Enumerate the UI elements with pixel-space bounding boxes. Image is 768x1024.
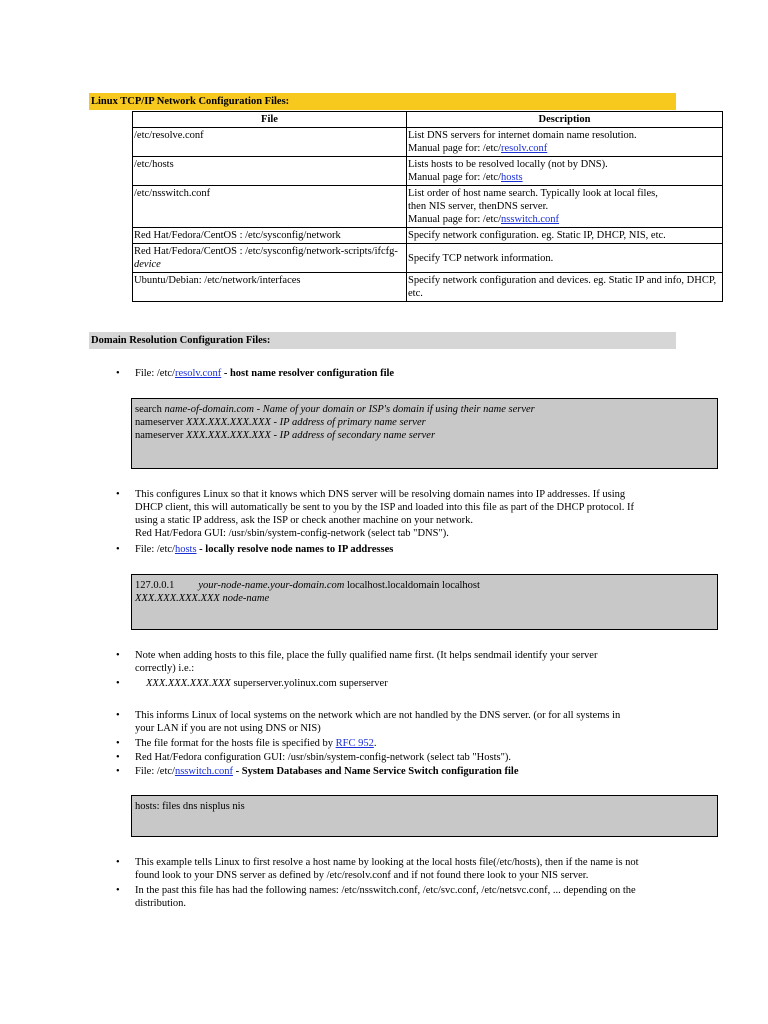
bullet-text: . xyxy=(373,738,377,749)
description-text: List order of host name search. Typically look at local files, xyxy=(408,188,658,199)
column-header-file: File xyxy=(133,112,407,128)
code-keyword: nameserver xyxy=(135,417,187,428)
bullet-text: File: /etc/ xyxy=(135,766,175,777)
file-cell xyxy=(133,244,407,273)
paragraph-line: This example tells Linux to first resolve a host name by looking at the local hosts file(/etc/hosts), then if the name is not xyxy=(135,857,639,868)
nsswitch-code-box xyxy=(131,795,718,837)
paragraph-line: distribution. xyxy=(135,898,187,909)
table-row xyxy=(133,157,723,186)
file-cell: Red Hat/Fedora/CentOS : /etc/sysconfig/network xyxy=(133,228,407,244)
table-row xyxy=(133,186,723,228)
bullet-text: File: /etc/ xyxy=(135,368,175,379)
description-cell: Specify network configuration and devices. eg. Static IP and info, DHCP, etc. xyxy=(407,273,723,302)
table-header-row xyxy=(133,112,723,128)
bullet-icon: • xyxy=(116,650,120,661)
bullet-rfc xyxy=(135,737,680,750)
paragraph-line: In the past this file has had the following names: /etc/nsswitch.conf, /etc/svc.conf, /etc/netsvc.conf, ... depending on the xyxy=(135,885,636,896)
nsswitch-conf-link[interactable]: nsswitch.conf xyxy=(174,766,233,777)
paragraph-line: found look to your DNS server as defined by /etc/resolv.conf and if not found there look to your NIS server. xyxy=(135,870,589,881)
bullet-icon: • xyxy=(116,544,120,555)
bullet-bold-text: - locally resolve node names to IP addresses xyxy=(196,544,394,555)
manual-page-label: Manual page for: /etc/ xyxy=(408,143,502,154)
code-ip: 127.0.0.1 xyxy=(135,580,175,591)
file-cell: Ubuntu/Debian: /etc/network/interfaces xyxy=(133,273,407,302)
code-text: localhost.localdomain localhost xyxy=(344,580,480,591)
file-cell: /etc/nsswitch.conf xyxy=(133,186,407,228)
bullet-icon: • xyxy=(116,368,120,379)
resolv-conf-link[interactable]: resolv.conf xyxy=(174,368,222,379)
manual-link-hosts[interactable]: hosts xyxy=(501,172,523,183)
bullet-bold-text: - host name resolver configuration file xyxy=(221,368,395,379)
bullet-icon: • xyxy=(116,489,120,500)
bullet-hosts xyxy=(135,543,680,556)
description-text: Lists hosts to be resolved locally (not by DNS). xyxy=(408,159,608,170)
paragraph-line: correctly) i.e.: xyxy=(135,663,195,674)
bullet-example xyxy=(146,677,691,690)
file-cell: /etc/hosts xyxy=(133,157,407,186)
bullet-note xyxy=(135,649,680,675)
code-italic: XXX.XXX.XXX.XXX - IP address of secondary name server xyxy=(186,430,436,441)
column-header-description: Description xyxy=(407,112,723,128)
paragraph-line: This informs Linux of local systems on the network which are not handled by the DNS server. (or for all systems in xyxy=(135,710,621,721)
bullet-icon: • xyxy=(116,766,120,777)
example-text: superserver.yolinux.com superserver xyxy=(230,678,388,689)
description-cell: Specify TCP network information. xyxy=(407,244,723,273)
bullet-icon: • xyxy=(116,885,120,896)
bullet-gui: Red Hat/Fedora configuration GUI: /usr/sbin/system-config-network (select tab "Hosts"). xyxy=(135,752,511,763)
section-title-domain-resolution: Domain Resolution Configuration Files: xyxy=(89,332,676,349)
table-row xyxy=(133,128,723,157)
code-italic: name-of-domain.com - Name of your domain or ISP's domain if using their name server xyxy=(164,404,535,415)
description-cell xyxy=(407,186,723,228)
bullet-icon: • xyxy=(116,678,120,689)
description-cell: Specify network configuration. eg. Static IP, DHCP, NIS, etc. xyxy=(407,228,723,244)
code-italic: XXX.XXX.XXX.XXX - IP address of primary name server xyxy=(186,417,426,428)
table-row xyxy=(133,228,723,244)
hosts-code-box xyxy=(131,574,718,630)
description-cell xyxy=(407,157,723,186)
file-path-text: Red Hat/Fedora/CentOS : /etc/sysconfig/network-scripts/ifcfg- xyxy=(134,246,398,257)
section-title-network-files: Linux TCP/IP Network Configuration Files: xyxy=(89,93,676,110)
bullet-icon: • xyxy=(116,710,120,721)
code-keyword: nameserver xyxy=(135,430,187,441)
bullet-icon: • xyxy=(116,857,120,868)
rfc-952-link[interactable]: RFC 952 xyxy=(335,738,374,749)
paragraph-line: DHCP client, this will automatically be sent to you by the ISP and loaded into this file as part of the DHCP protocol. If xyxy=(135,502,634,513)
hosts-link[interactable]: hosts xyxy=(174,544,197,555)
description-text: List DNS servers for internet domain name resolution. xyxy=(408,130,637,141)
bullet-resolv-conf xyxy=(135,367,680,380)
code-italic: XXX.XXX.XXX.XXX node-name xyxy=(135,593,270,604)
table-row xyxy=(133,273,723,302)
paragraph-line: This configures Linux so that it knows which DNS server will be resolving domain names into IP addresses. If using xyxy=(135,489,626,500)
description-text: then NIS server, thenDNS server. xyxy=(408,201,549,212)
example-ip: XXX.XXX.XXX.XXX xyxy=(146,678,231,689)
bullet-info xyxy=(135,709,680,735)
file-cell: /etc/resolve.conf xyxy=(133,128,407,157)
bullet-icon: • xyxy=(116,738,120,749)
bullet-icon: • xyxy=(116,752,120,763)
paragraph-line: Note when adding hosts to this file, place the fully qualified name first. (It helps sendmail identify your server xyxy=(135,650,598,661)
manual-link-resolv[interactable]: resolv.conf xyxy=(501,143,548,154)
manual-page-label: Manual page for: /etc/ xyxy=(408,172,502,183)
paragraph-line: your LAN if you are not using DNS or NIS) xyxy=(135,723,321,734)
code-text: hosts: files dns nisplus nis xyxy=(135,801,245,812)
manual-page-label: Manual page for: /etc/ xyxy=(408,214,502,225)
bullet-nsswitch xyxy=(135,765,680,778)
manual-link-nsswitch[interactable]: nsswitch.conf xyxy=(501,214,560,225)
bullet-text: File: /etc/ xyxy=(135,544,175,555)
description-cell xyxy=(407,128,723,157)
code-keyword: search xyxy=(135,404,165,415)
bullet-text: The file format for the hosts file is specified by xyxy=(135,738,336,749)
bullet-history xyxy=(135,884,680,910)
table-row xyxy=(133,244,723,273)
config-files-table xyxy=(132,111,723,302)
file-path-italic: device xyxy=(134,259,161,270)
bullet-dns-explanation xyxy=(135,488,680,540)
code-italic: your-node-name.your-domain.com xyxy=(198,580,345,591)
bullet-bold-text: - System Databases and Name Service Switch configuration file xyxy=(233,766,519,777)
resolv-conf-code-box xyxy=(131,398,718,469)
paragraph-line: Red Hat/Fedora GUI: /usr/sbin/system-config-network (select tab "DNS"). xyxy=(135,528,449,539)
paragraph-line: using a static IP address, ask the ISP or check another machine on your network. xyxy=(135,515,474,526)
bullet-lookup-order xyxy=(135,856,680,882)
